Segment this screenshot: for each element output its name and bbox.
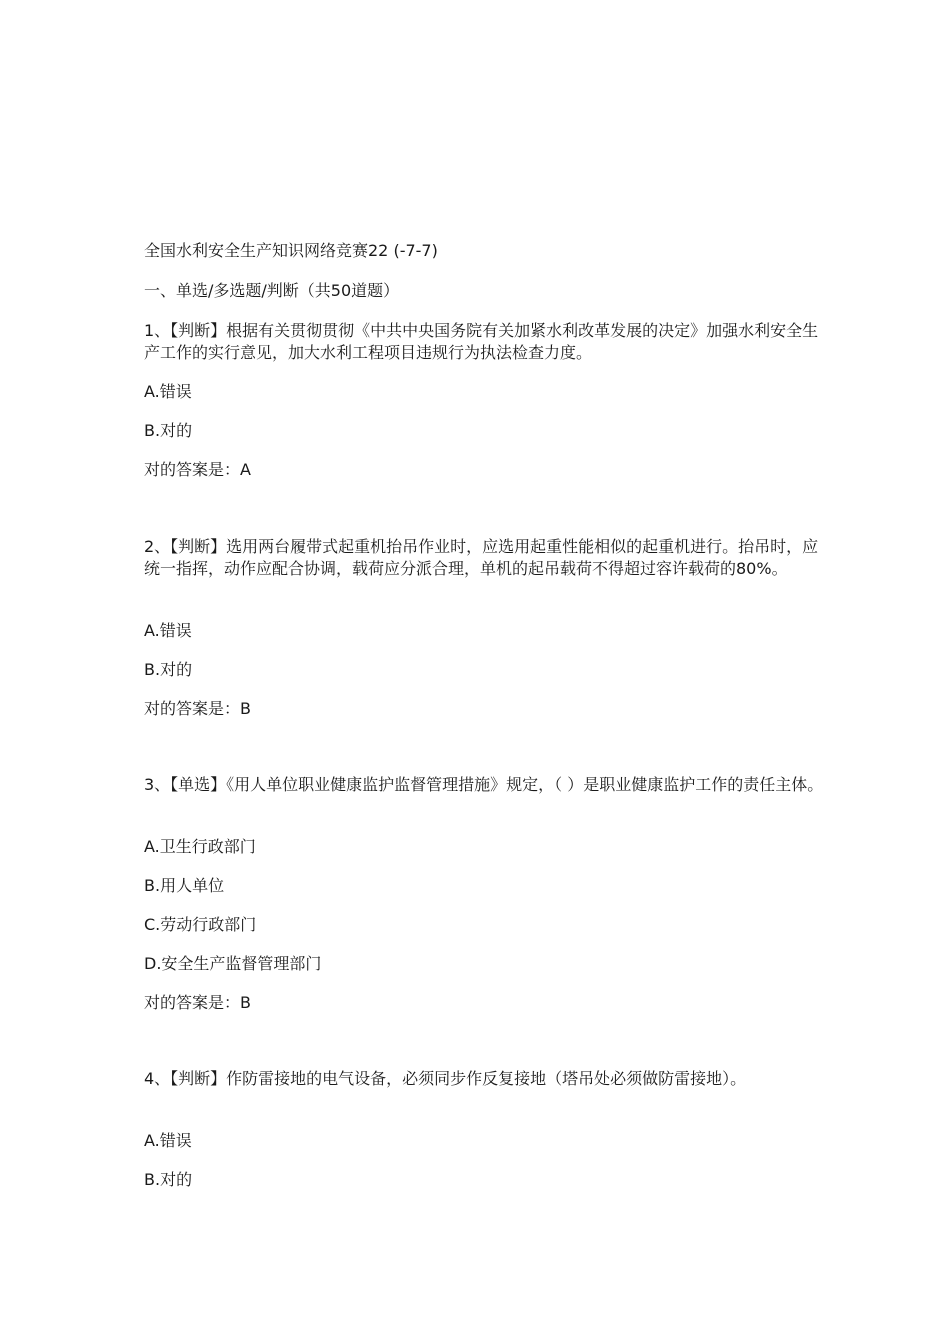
question-2-answer: 对的答案是：B: [144, 699, 251, 718]
question-3-text: 3、【单选】《用人单位职业健康监护监督管理措施》规定，（ ）是职业健康监护工作的责任主体。: [144, 775, 824, 794]
question-3-answer: 对的答案是：B: [144, 993, 251, 1012]
question-3-option-c: C.劳动行政部门: [144, 915, 257, 934]
question-2-option-b: B.对的: [144, 660, 193, 679]
question-4-option-b: B.对的: [144, 1170, 193, 1189]
question-3-option-d: D.安全生产监督管理部门: [144, 954, 322, 973]
question-1-text: 1、【判断】根据有关贯彻贯彻《中共中央国务院有关加紧水利改革发展的决定》加强水利安全生产工作的实行意见，加大水利工程项目违规行为执法检查力度。: [144, 321, 819, 362]
question-1-option-a: A.错误: [144, 382, 192, 401]
question-2-option-a: A.错误: [144, 621, 192, 640]
question-4-text: 4、【判断】作防雷接地的电气设备，必须同步作反复接地（塔吊处必须做防雷接地）。: [144, 1069, 747, 1088]
question-2-text: 2、【判断】选用两台履带式起重机抬吊作业时，应选用起重性能相似的起重机进行。抬吊时，应统一指挥，动作应配合协调，载荷应分派合理，单机的起吊载荷不得超过容许载荷的80%。: [144, 537, 819, 578]
question-3-option-a: A.卫生行政部门: [144, 837, 256, 856]
question-1-option-b: B.对的: [144, 421, 193, 440]
question-4-option-a: A.错误: [144, 1131, 192, 1150]
section-heading: 一、单选/多选题/判断（共50道题）: [144, 281, 400, 300]
question-1-answer: 对的答案是：A: [144, 460, 251, 479]
question-3-option-b: B.用人单位: [144, 876, 225, 895]
document-title: 全国水利安全生产知识网络竞赛22 (-7-7): [144, 241, 438, 260]
